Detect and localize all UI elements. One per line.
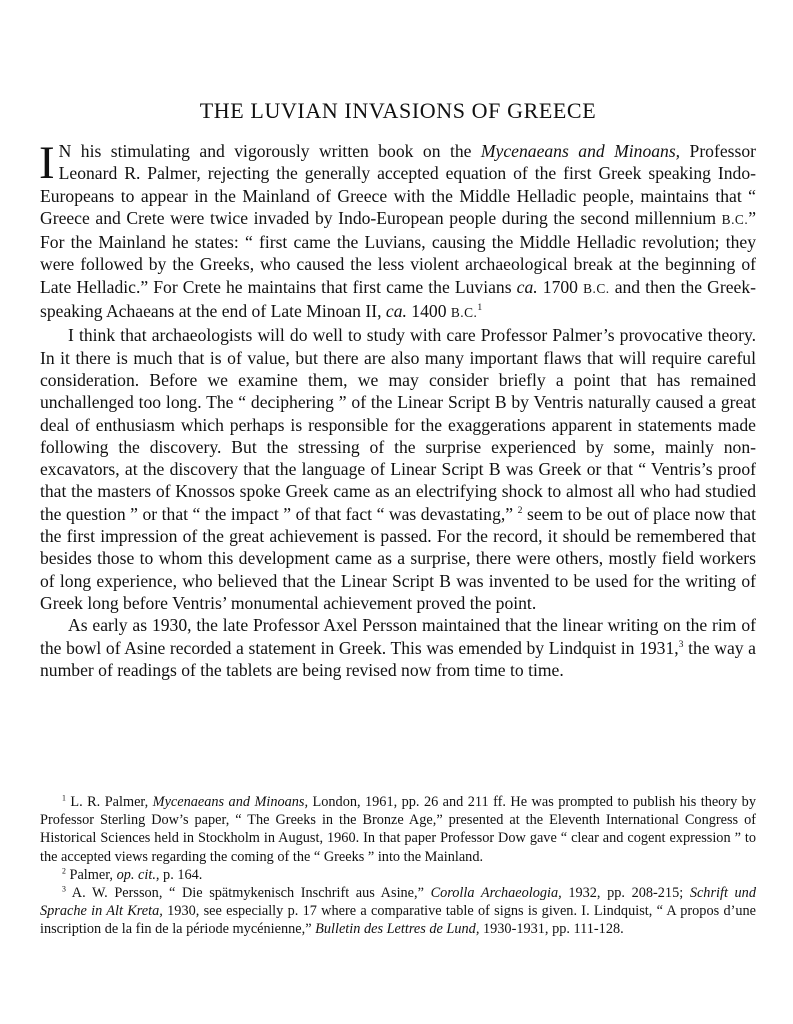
- page-title: THE LUVIAN INVASIONS OF GREECE: [199, 98, 597, 123]
- footnote-3: $^3$ A. W. Persson, “ Die spätmykenisch Inschrift aus Asine,” Corolla Archaeologia, 1932, pp. 208-215; Schrift und Sprache in Alt Kreta, 1930, see especially p. 17 where a comparative table of signs is given. I. Lindquist, “ A propos d’une inscription de la fin de la période mycénienne,” Bulletin des Lettres de Lund, 1930-1931, pp. 111-128.: [40, 884, 756, 938]
- footnote-ref-1: 1: [477, 302, 483, 314]
- paragraph-2: I think that archaeologists will do well to study with care Professor Palmer’s provocative theory. In it there is much that is of value, but there are also many important flaws that will require careful consideration. Before we examine them, we may consider briefly a point that has remained unchallenged too long. The “ deciphering ” of the Linear Script B by Ventris naturally caused a great deal of enthusiasm which perhaps is responsible for the exaggerations apparent in statements made following the discovery. But the stressing of the surprise experienced by some, mainly non-excavators, at the discovery that the language of Linear Script B was Greek or that “ Ventris’s proof that the masters of Knossos spoke Greek came as an electrifying shock to almost all who had studied the question ” or that “ the impact ” of that fact “ was devastating,” $^2$ seem to be out of place now that the first impression of the great achievement is passed. For the record, it should be remembered that besides those to whom this development came as a surprise, there were others, mostly field workers of long experience, who believed that the Linear Script B was invented to be used for the writing of Greek long before Ventris’ monumental achievement proved the point.: [40, 325, 756, 613]
- footnotes: [40, 793, 756, 939]
- paragraph-1: I N his stimulating and vigorously written book on the Mycenaeans and Minoans, Professor Leonard R. Palmer, rejecting the generally accepted equation of the first Greek speaking Indo-Europeans to appear in the Mainland of Greece with the Middle Helladic people, maintains that “ Greece and Crete were twice invaded by Indo-European people during the second millennium B.C.” For the Mainland he states: “ first came the Luvians, causing the Middle Helladic revolution; they were followed by the Greeks, who caused the less violent archaeological break at the beginning of Late Helladic.” For Crete he maintains that first came the Luvians ca. 1700 B.C. and then the Greek-speaking Achaeans at the end of Late Minoan II, ca. 1400 B.C.$^1$: [39, 137, 757, 322]
- article-body: [39, 137, 757, 681]
- footnote-2: $^2$ Palmer, op. cit., p. 164.: [62, 866, 203, 883]
- footnote-ref-2: 2: [517, 504, 523, 516]
- book-title: Mycenaeans and Minoans,: [480, 141, 681, 161]
- paragraph-3: As early as 1930, the late Professor Axel Persson maintained that the linear writing on the rim of the bowl of Asine recorded a statement in Greek. This was emended by Lindquist in 1931,$^3$ the way a number of readings of the tablets are being revised now from time to time.: [40, 615, 756, 680]
- footnote-1: $^1$ L. R. Palmer, Mycenaeans and Minoans, London, 1961, pp. 26 and 211 ff. He was prompted to publish his theory by Professor Sterling Dow’s paper, “ The Greeks in the Bronze Age,” presented at the Eleventh International Congress of Historical Sciences held in Stockholm in August, 1960. In that paper Professor Dow gave “ clear and cogent expression ” to the accepted views regarding the coming of the “ Greeks ” into the Mainland.: [40, 793, 756, 865]
- footnote-ref-3: 3: [678, 638, 684, 650]
- drop-cap: I: [39, 137, 55, 189]
